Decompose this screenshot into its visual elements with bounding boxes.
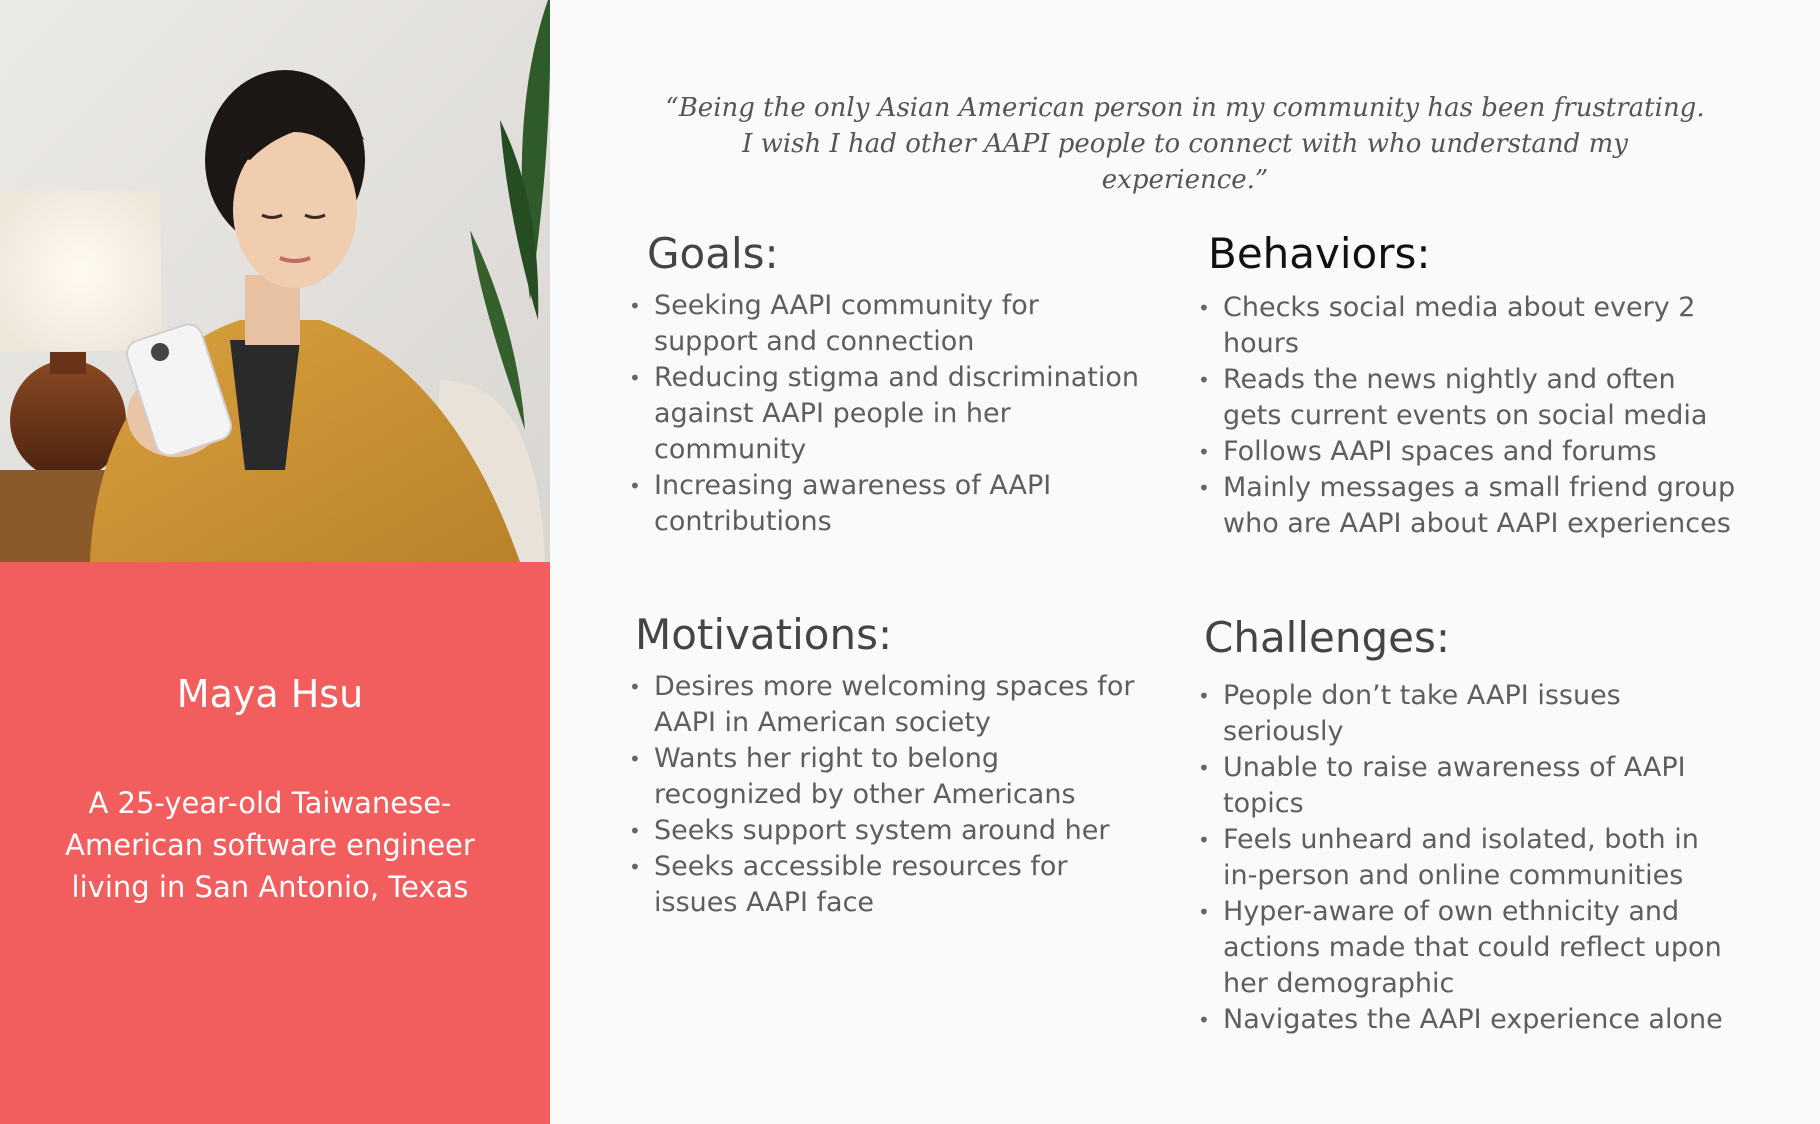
persona-quote: “Being the only Asian American person in my community has been frustrating. I wish I had other AAPI people to connect with who understand my experience.”	[665, 93, 1705, 195]
persona-name: Maya Hsu	[176, 672, 364, 716]
list-item	[627, 360, 1147, 468]
list-item-text: People don’t take AAPI issues seriously	[1223, 680, 1621, 747]
bullet-icon: •	[1198, 476, 1210, 500]
list-item-text: Unable to raise awareness of AAPI topics	[1223, 752, 1686, 819]
bullet-icon: •	[629, 474, 641, 498]
list-item	[1196, 822, 1736, 894]
list-item-text: Checks social media about every 2 hours	[1223, 292, 1696, 359]
list-item-text: Follows AAPI spaces and forums	[1223, 436, 1657, 467]
section-title-behaviors: Behaviors:	[1208, 229, 1431, 278]
list-item-text: Seeking AAPI community for support and connection	[654, 290, 1039, 357]
bullet-icon: •	[629, 294, 641, 318]
bullet-icon: •	[629, 747, 641, 771]
bullet-icon: •	[1198, 368, 1210, 392]
list-item	[627, 813, 1147, 849]
bullet-icon: •	[1198, 828, 1210, 852]
list-item	[627, 669, 1147, 741]
goals-section	[627, 228, 1147, 540]
list-item-text: Wants her right to belong recognized by other Americans	[654, 743, 1076, 810]
bullet-icon: •	[1198, 900, 1210, 924]
bullet-icon: •	[629, 675, 641, 699]
motivations-list	[627, 669, 1147, 921]
list-item	[1196, 470, 1736, 542]
list-item	[627, 741, 1147, 813]
section-title-challenges: Challenges:	[1204, 613, 1451, 662]
bullet-icon: •	[629, 366, 641, 390]
behaviors-list	[1196, 290, 1736, 542]
bullet-icon: •	[1198, 756, 1210, 780]
motivations-section	[627, 609, 1147, 921]
list-item	[627, 468, 1147, 540]
persona-summary-panel	[0, 562, 550, 1124]
list-item-text: Hyper-aware of own ethnicity and actions made that could reflect upon her demographic	[1223, 896, 1722, 999]
list-item	[1196, 290, 1736, 362]
bullet-icon: •	[629, 819, 641, 843]
challenges-section	[1196, 612, 1736, 1038]
list-item-text: Feels unheard and isolated, both in in-person and online communities	[1223, 824, 1699, 891]
persona-photo	[0, 0, 550, 562]
bullet-icon: •	[1198, 296, 1210, 320]
list-item	[1196, 1002, 1736, 1038]
list-item-text: Mainly messages a small friend group who are AAPI about AAPI experiences	[1223, 472, 1736, 539]
behaviors-section	[1196, 228, 1736, 542]
list-item-text: Reads the news nightly and often gets current events on social media	[1223, 364, 1708, 431]
list-item	[1196, 750, 1736, 822]
list-item	[1196, 362, 1736, 434]
persona-description: A 25-year-old Taiwanese-American software engineer living in San Antonio, Texas	[65, 786, 475, 904]
list-item	[1196, 434, 1736, 470]
challenges-list	[1196, 678, 1736, 1038]
list-item	[627, 288, 1147, 360]
list-item-text: Navigates the AAPI experience alone	[1223, 1004, 1723, 1035]
bullet-icon: •	[1198, 1008, 1210, 1032]
persona-sidebar	[0, 0, 550, 1124]
list-item-text: Increasing awareness of AAPI contributions	[654, 470, 1052, 537]
list-item	[1196, 894, 1736, 1002]
list-item	[1196, 678, 1736, 750]
goals-list	[627, 288, 1147, 540]
section-title-goals: Goals:	[647, 229, 779, 278]
list-item-text: Desires more welcoming spaces for AAPI in American society	[654, 671, 1135, 738]
bullet-icon: •	[1198, 684, 1210, 708]
section-title-motivations: Motivations:	[635, 610, 893, 659]
list-item	[627, 849, 1147, 921]
bullet-icon: •	[629, 855, 641, 879]
list-item-text: Reducing stigma and discrimination against AAPI people in her community	[654, 362, 1140, 465]
list-item-text: Seeks accessible resources for issues AAPI face	[654, 851, 1068, 918]
bullet-icon: •	[1198, 440, 1210, 464]
list-item-text: Seeks support system around her	[654, 815, 1110, 846]
